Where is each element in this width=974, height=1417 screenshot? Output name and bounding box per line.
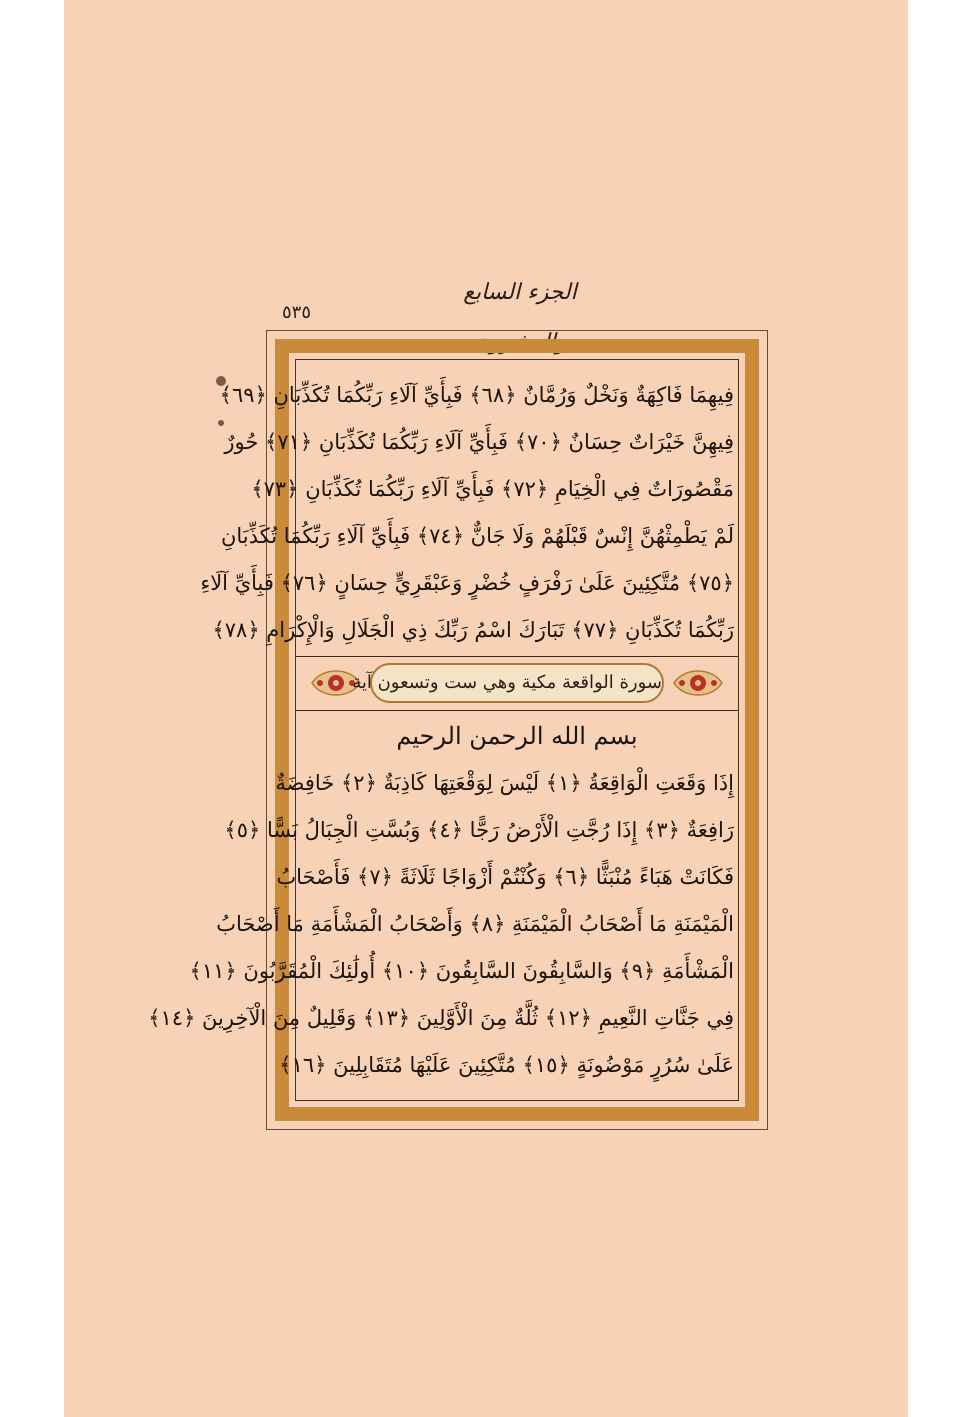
text-line: فِي جَنَّاتِ النَّعِيمِ ﴿١٢﴾ ثُلَّةٌ مِنَ الْأَوَّلِينَ ﴿١٣﴾ وَقَلِيلٌ مِنَ الْآخِرِينَ ﴿١٤﴾ [148, 1006, 734, 1030]
text-line: مَقْصُورَاتٌ فِي الْخِيَامِ ﴿٧٢﴾ فَبِأَيِّ آلَاءِ رَبِّكُمَا تُكَذِّبَانِ ﴿٧٣﴾ [251, 477, 734, 501]
text-line: فَكَانَتْ هَبَاءً مُنْبَثًّا ﴿٦﴾ وَكُنْتُمْ أَزْوَاجًا ثَلَاثَةً ﴿٧﴾ فَأَصْحَابُ [276, 865, 734, 889]
text-line: رَبِّكُمَا تُكَذِّبَانِ ﴿٧٧﴾ تَبَارَكَ اسْمُ رَبِّكَ ذِي الْجَلَالِ وَالْإِكْرَامِ ﴿٧٨﴾ [212, 618, 734, 642]
paper-spot [218, 420, 224, 426]
juz-title: الجزء السابع والعشرون [463, 280, 577, 355]
surah-header-band [300, 657, 734, 709]
text-line: إِذَا وَقَعَتِ الْوَاقِعَةُ ﴿١﴾ لَيْسَ لِوَقْعَتِهَا كَاذِبَةٌ ﴿٢﴾ خَافِضَةٌ [275, 771, 734, 795]
separator-rule [296, 710, 738, 711]
page-number: ٥٣٥ [282, 302, 312, 323]
floral-ornament-icon [670, 663, 726, 703]
text-block-top [200, 372, 734, 654]
text-line: فِيهِمَا فَاكِهَةٌ وَنَخْلٌ وَرُمَّانٌ ﴿٦٨﴾ فَبِأَيِّ آلَاءِ رَبِّكُمَا تُكَذِّبَانِ ﴿٦٩﴾ [219, 383, 734, 407]
text-line: الْمَيْمَنَةِ مَا أَصْحَابُ الْمَيْمَنَةِ ﴿٨﴾ وَأَصْحَابُ الْمَشْأَمَةِ مَا أَصْحَابُ [216, 912, 734, 936]
text-line: ﴿٧٥﴾ مُتَّكِئِينَ عَلَىٰ رَفْرَفٍ خُضْرٍ وَعَبْقَرِيٍّ حِسَانٍ ﴿٧٦﴾ فَبِأَيِّ آلَاءِ [200, 571, 734, 595]
text-block-bottom [148, 760, 734, 1089]
text-line: فِيهِنَّ خَيْرَاتٌ حِسَانٌ ﴿٧٠﴾ فَبِأَيِّ آلَاءِ رَبِّكُمَا تُكَذِّبَانِ ﴿٧١﴾ حُورٌ [224, 430, 734, 454]
surah-title: سورة الواقعة مكية وهي ست وتسعون آية [370, 663, 664, 703]
text-line: عَلَىٰ سُرُرٍ مَوْضُونَةٍ ﴿١٥﴾ مُتَّكِئِينَ عَلَيْهَا مُتَقَابِلِينَ ﴿١٦﴾ [279, 1053, 734, 1077]
text-line: لَمْ يَطْمِثْهُنَّ إِنْسٌ قَبْلَهُمْ وَلَا جَانٌّ ﴿٧٤﴾ فَبِأَيِّ آلَاءِ رَبِّكُمَا تُكَذِّبَانِ [220, 524, 734, 548]
bismillah: بسم الله الرحمن الرحيم [396, 722, 638, 750]
text-line: الْمَشْأَمَةِ ﴿٩﴾ وَالسَّابِقُونَ السَّابِقُونَ ﴿١٠﴾ أُولَٰئِكَ الْمُقَرَّبُونَ ﴿١١﴾ [189, 959, 734, 983]
text-line: رَافِعَةٌ ﴿٣﴾ إِذَا رُجَّتِ الْأَرْضُ رَجًّا ﴿٤﴾ وَبُسَّتِ الْجِبَالُ بَسًّا ﴿٥﴾ [224, 818, 734, 842]
